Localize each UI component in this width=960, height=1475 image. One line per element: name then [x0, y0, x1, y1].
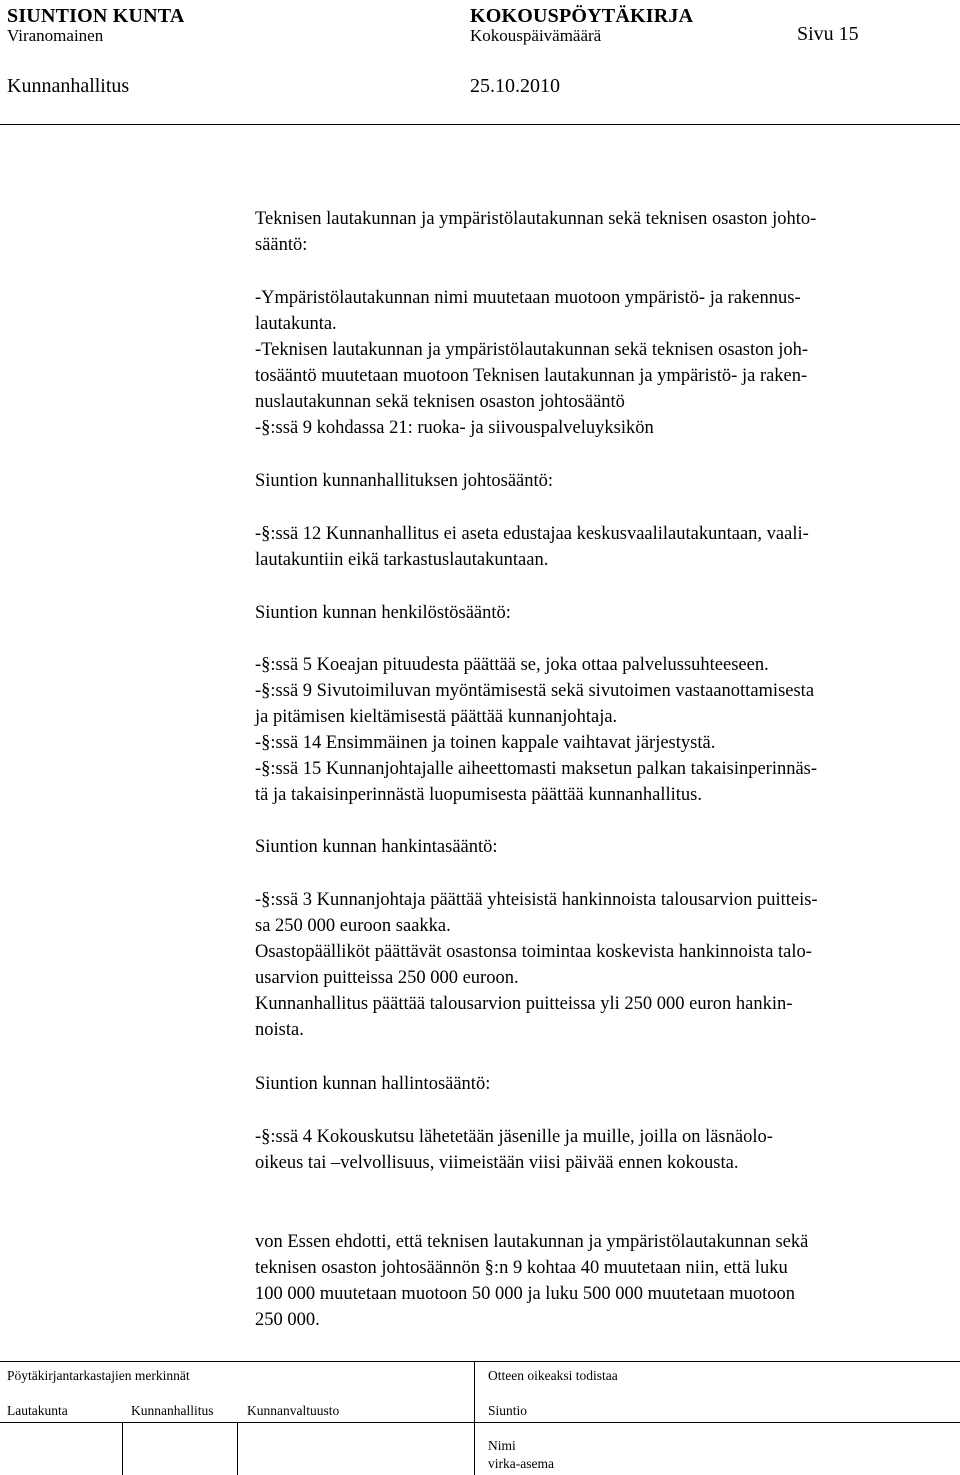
text-line: Siuntion kunnan hankintasääntö: — [255, 837, 498, 857]
paragraph-1 — [255, 206, 816, 258]
text-line: -Ympäristölautakunnan nimi muutetaan muotoon ympäristö- ja rakennus- — [255, 288, 801, 308]
footer-col-municipal-board: Kunnanhallitus — [131, 1403, 214, 1418]
text-line: sääntö: — [255, 235, 308, 255]
text-line: tä ja takaisinperinnästä luopumisesta päättää kunnanhallitus. — [255, 785, 702, 805]
text-line: usarvion puitteissa 250 000 euroon. — [255, 968, 519, 988]
footer-center-rule — [474, 1361, 475, 1475]
text-line: lautakuntiin eikä tarkastuslautakuntaan. — [255, 550, 549, 570]
text-line: -§:ssä 5 Koeajan pituudesta päättää se, joka ottaa palvelussuhteeseen. — [255, 655, 769, 675]
certified-label: Otteen oikeaksi todistaa — [488, 1368, 618, 1383]
text-line: 250 000. — [255, 1310, 320, 1330]
authority-label: Viranomainen — [7, 26, 104, 45]
text-line: von Essen ehdotti, että teknisen lautakunnan ja ympäristölautakunnan sekä — [255, 1232, 809, 1252]
reviewers-label: Pöytäkirjantarkastajien merkinnät — [7, 1368, 190, 1383]
municipality-name: SIUNTION KUNTA — [7, 5, 185, 27]
text-line: -§:ssä 9 Sivutoimiluvan myöntämisestä sekä sivutoimen vastaanottamisesta — [255, 681, 815, 701]
paragraph-2 — [255, 285, 808, 441]
text-line: Siuntion kunnan hallintosääntö: — [255, 1074, 491, 1094]
text-line: Osastopäälliköt päättävät osastonsa toimintaa koskevista hankinnoista talo- — [255, 942, 812, 962]
authority-name: Kunnanhallitus — [7, 75, 130, 97]
text-line: -§:ssä 3 Kunnanjohtaja päättää yhteisistä hankinnoista talousarvion puitteis- — [255, 890, 818, 910]
text-line: Siuntion kunnanhallituksen johtosääntö: — [255, 471, 554, 491]
section-heading-procurement-rules — [255, 834, 498, 860]
paragraph-administrative-rules — [255, 1124, 773, 1176]
text-line: ja pitämisen kieltämisestä päättää kunnanjohtaja. — [255, 707, 618, 727]
paragraph-procurement-rules — [255, 887, 818, 1043]
text-line: -§:ssä 9 kohdassa 21: ruoka- ja siivouspalveluyksikön — [255, 418, 654, 438]
text-line: oikeus tai –velvollisuus, viimeistään viisi päivää ennen kokousta. — [255, 1153, 739, 1173]
paragraph-proposal — [255, 1229, 808, 1333]
paragraph-personnel-rules — [255, 652, 817, 808]
text-line: -§:ssä 4 Kokouskutsu lähetetään jäsenille ja muille, joilla on läsnäolo- — [255, 1127, 773, 1147]
footer-place: Siuntio — [488, 1403, 528, 1418]
footer-title-label: virka-asema — [488, 1456, 554, 1471]
meeting-date: 25.10.2010 — [470, 75, 560, 97]
text-line: -Teknisen lautakunnan ja ympäristölautakunnan sekä teknisen osaston joh- — [255, 340, 809, 360]
footer-col-rule-2 — [237, 1422, 238, 1475]
text-line: -§:ssä 12 Kunnanhallitus ei aseta edustajaa keskusvaalilautakuntaan, vaali- — [255, 524, 809, 544]
text-line: 100 000 muutetaan muotoon 50 000 ja luku 500 000 muutetaan muotoon — [255, 1284, 796, 1304]
text-line: Kunnanhallitus päättää talousarvion puitteissa yli 250 000 euron hankin- — [255, 994, 793, 1014]
section-heading-board-rules — [255, 468, 553, 494]
footer-mid-rule — [0, 1422, 960, 1423]
document-type: KOKOUSPÖYTÄKIRJA — [470, 5, 694, 27]
header-divider — [0, 124, 960, 125]
text-line: Siuntion kunnan henkilöstösääntö: — [255, 603, 511, 623]
text-line: sa 250 000 euroon saakka. — [255, 916, 451, 936]
text-line: noista. — [255, 1020, 304, 1040]
text-line: tosääntö muutetaan muotoon Teknisen lautakunnan ja ympäristö- ja raken- — [255, 366, 808, 386]
page-number: Sivu 15 — [797, 23, 859, 45]
text-line: -§:ssä 14 Ensimmäinen ja toinen kappale vaihtavat järjestystä. — [255, 733, 716, 753]
footer-col-board: Lautakunta — [7, 1403, 68, 1418]
footer-col-council: Kunnanvaltuusto — [247, 1403, 340, 1418]
text-line: lautakunta. — [255, 314, 337, 334]
text-line: -§:ssä 15 Kunnanjohtajalle aiheettomasti maksetun palkan takaisinperinnäs- — [255, 759, 818, 779]
text-line: teknisen osaston johtosäännön §:n 9 kohtaa 40 muutetaan niin, että luku — [255, 1258, 788, 1278]
paragraph-board-rules — [255, 521, 809, 573]
section-heading-administrative-rules — [255, 1071, 490, 1097]
text-line: nuslautakunnan sekä teknisen osaston johtosääntö — [255, 392, 625, 412]
section-heading-personnel-rules — [255, 600, 511, 626]
text-line: Teknisen lautakunnan ja ympäristölautakunnan sekä teknisen osaston johto- — [255, 209, 817, 229]
footer-top-rule — [0, 1361, 960, 1362]
meeting-date-label: Kokouspäivämäärä — [470, 26, 602, 45]
footer-col-rule-1 — [122, 1422, 123, 1475]
footer-name-label: Nimi — [488, 1438, 516, 1453]
